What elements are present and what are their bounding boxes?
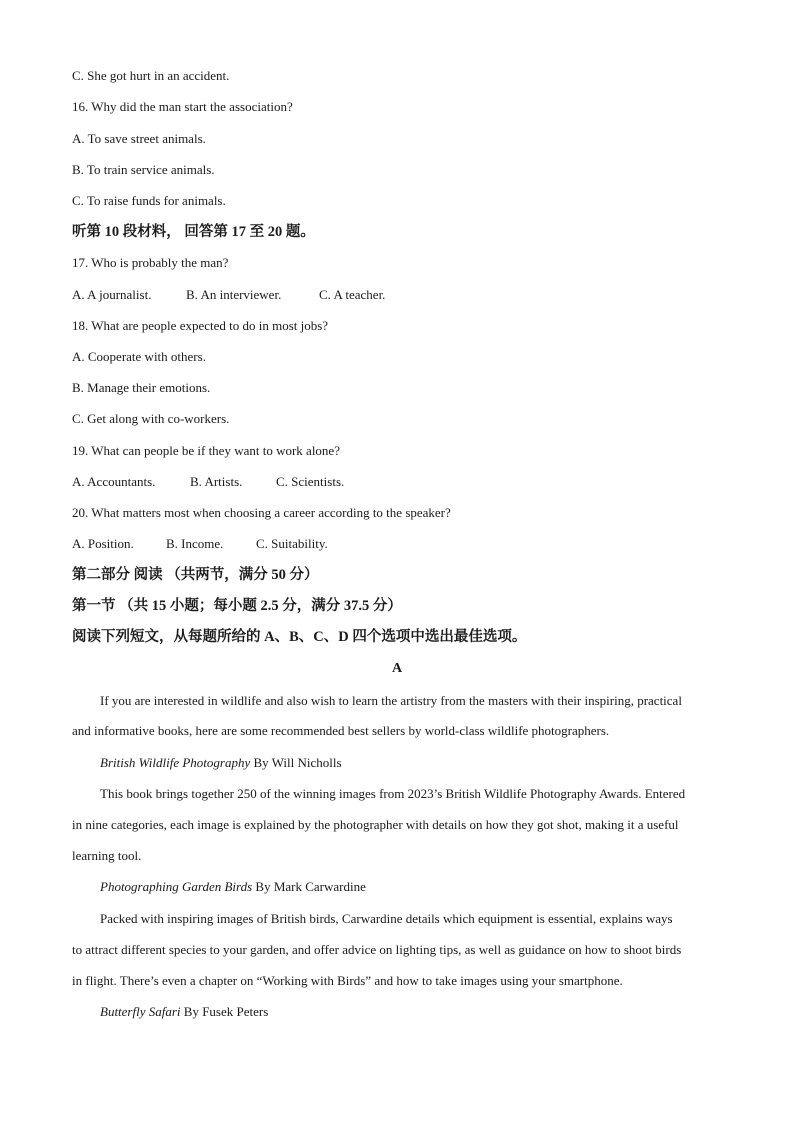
- book1-author: By Will Nicholls: [250, 755, 342, 770]
- q20-option-a: A. Position.: [72, 536, 134, 551]
- passage-label: A: [391, 661, 403, 676]
- book3-title-line: [100, 1004, 268, 1020]
- book2-desc-line-2: to attract different species to your garden, and offer advice on lighting tips, as well as guidance on how to shoot birds: [72, 942, 682, 957]
- book3-author: By Fusek Peters: [180, 1004, 269, 1019]
- book1-desc-line-3: learning tool.: [72, 848, 142, 863]
- q18-option-a: A. Cooperate with others.: [72, 349, 206, 364]
- section1-heading: 第一节 （共 15 小题；每小题 2.5 分，满分 37.5 分）: [72, 598, 402, 614]
- part2-heading: 第二部分 阅读 （共两节，满分 50 分）: [72, 567, 319, 583]
- book1-desc-line-2: in nine categories, each image is explained by the photographer with details on how they got shot, making it a useful: [72, 817, 679, 832]
- q16-question: 16. Why did the man start the association?: [72, 99, 293, 114]
- book2-desc-line-1: Packed with inspiring images of British birds, Carwardine details which equipment is essential, explains ways: [100, 911, 673, 926]
- q16-option-c: C. To raise funds for animals.: [72, 193, 226, 208]
- q20-options: [72, 536, 328, 552]
- q15-option-c: C. She got hurt in an accident.: [72, 68, 230, 83]
- q17-options: [72, 287, 385, 303]
- q19-option-c: C. Scientists.: [276, 474, 345, 489]
- q19-question: 19. What can people be if they want to work alone?: [72, 443, 340, 458]
- section-10-heading: 听第 10 段材料， 回答第 17 至 20 题。: [72, 224, 315, 240]
- q20-question: 20. What matters most when choosing a career according to the speaker?: [72, 505, 451, 520]
- q16-option-a: A. To save street animals.: [72, 131, 206, 146]
- q19-option-a: A. Accountants.: [72, 474, 156, 489]
- q18-option-b: B. Manage their emotions.: [72, 380, 211, 395]
- book2-author: By Mark Carwardine: [252, 879, 366, 894]
- q17-option-c: C. A teacher.: [319, 287, 386, 302]
- intro-line-2: and informative books, here are some recommended best sellers by world-class wildlife photographers.: [72, 723, 610, 738]
- q17-option-a: A. A journalist.: [72, 287, 152, 302]
- q17-question: 17. Who is probably the man?: [72, 255, 229, 270]
- q19-option-b: B. Artists.: [190, 474, 243, 489]
- q20-option-c: C. Suitability.: [256, 536, 328, 551]
- q20-option-b: B. Income.: [166, 536, 224, 551]
- q18-question: 18. What are people expected to do in most jobs?: [72, 318, 329, 333]
- q16-option-b: B. To train service animals.: [72, 162, 215, 177]
- book1-title: British Wildlife Photography: [100, 755, 251, 770]
- book3-title: Butterfly Safari: [100, 1004, 181, 1019]
- q18-option-c: C. Get along with co-workers.: [72, 411, 230, 426]
- book1-title-line: [100, 755, 342, 771]
- intro-line-1: If you are interested in wildlife and also wish to learn the artistry from the masters with their inspiring, practical: [100, 693, 682, 708]
- q17-option-b: B. An interviewer.: [186, 287, 282, 302]
- reading-instructions: 阅读下列短文，从每题所给的 A、B、C、D 四个选项中选出最佳选项。: [72, 629, 527, 645]
- q19-options: [72, 474, 344, 490]
- book1-desc-line-1: This book brings together 250 of the winning images from 2023’s British Wildlife Photography Awards. Entered: [100, 786, 686, 801]
- book2-title-line: [100, 879, 366, 895]
- book2-title: Photographing Garden Birds: [100, 879, 253, 894]
- book2-desc-line-3: in flight. There’s even a chapter on “Working with Birds” and how to take images using your smartphone.: [72, 973, 623, 988]
